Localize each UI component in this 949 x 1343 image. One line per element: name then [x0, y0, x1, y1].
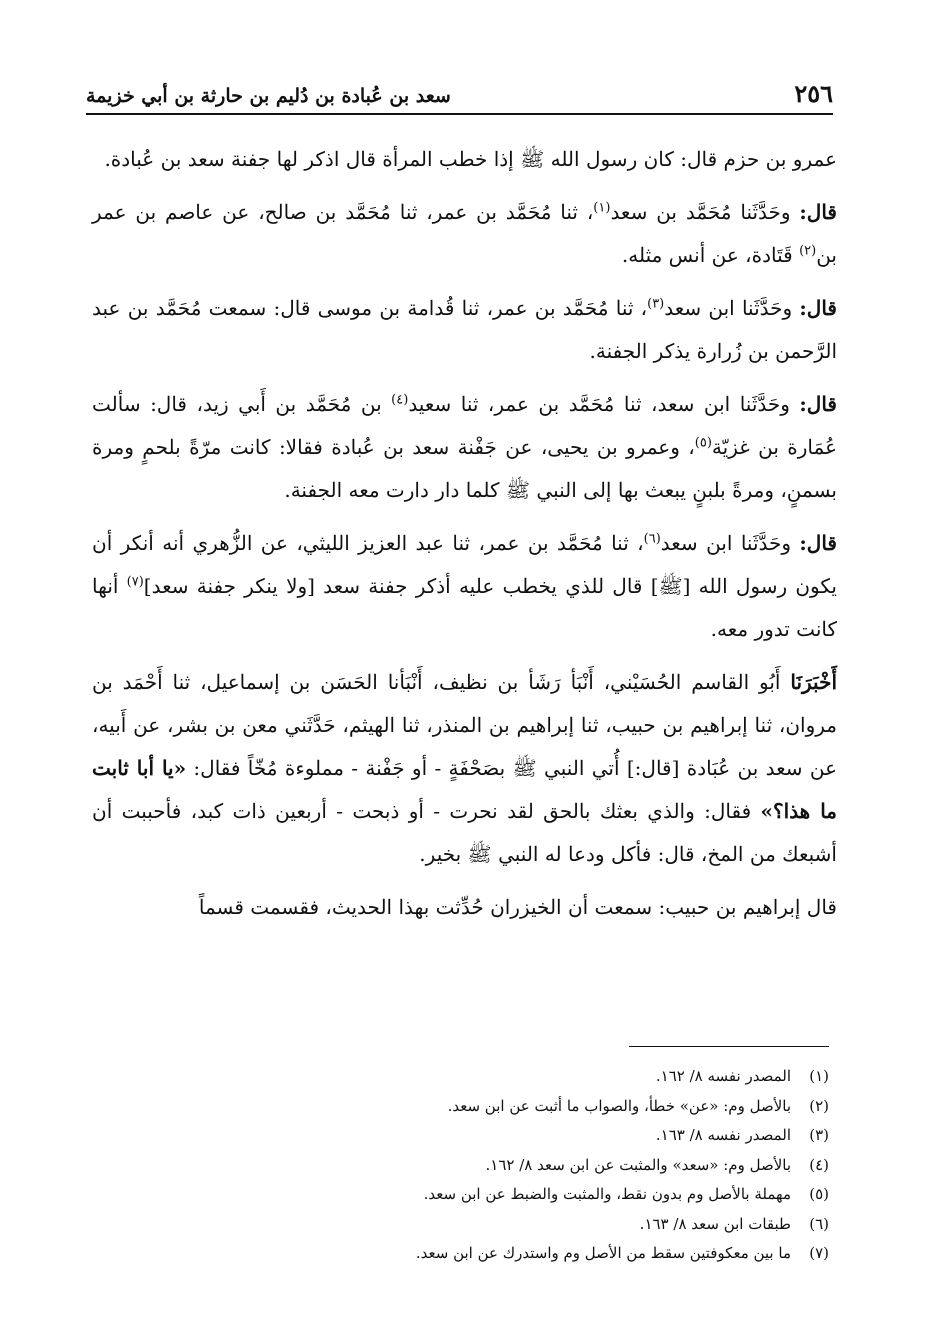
- paragraph-lead: قال:: [799, 296, 837, 320]
- running-title: سعد بن عُبادة بن دُليم بن حارثة بن أبي خزيمة: [86, 85, 451, 107]
- footnote-divider: [629, 1046, 829, 1047]
- paragraph-3: [92, 287, 837, 373]
- footnote-marker[interactable]: (٣): [647, 296, 665, 312]
- footnote-marker[interactable]: (٦): [643, 531, 661, 547]
- footnote-marker[interactable]: (٢): [799, 243, 817, 259]
- footnote-marker[interactable]: (٧): [126, 574, 144, 590]
- footnote-text: ما بين معكوفتين سقط من الأصل وم واستدرك عن ابن سعد.: [415, 1244, 791, 1262]
- footnote-marker[interactable]: (٤): [391, 392, 409, 408]
- footnote-item: [120, 1062, 829, 1092]
- main-text: [92, 138, 837, 939]
- footnote-item: [120, 1151, 829, 1181]
- footnote-number: (٢): [809, 1096, 829, 1115]
- footnote-text: بالأصل وم: «عن» خطأ، والصواب ما أثبت عن ابن سعد.: [447, 1096, 791, 1115]
- footnote-text: المصدر نفسه ٨/ ١٦٢.: [655, 1067, 791, 1085]
- paragraph-lead: قال:: [799, 200, 837, 224]
- paragraph-lead: قال:: [799, 531, 837, 555]
- page-number: ٢٥٦: [794, 79, 833, 108]
- paragraph-text: وحَدَّثَنا ابن سعد، ثنا مُحَمَّد بن عمر، ثنا سعيد: [408, 392, 800, 416]
- paragraph-4: [92, 383, 837, 512]
- quoted-hadith: «يا أبا ثابت ما هذا؟»: [92, 756, 837, 823]
- paragraph-text: وحَدَّثَنا ابن سعد: [660, 531, 800, 555]
- paragraph-text: ، ثنا مُحَمَّد بن عمر، ثنا عبد العزيز الليثي، عن الزُّهري أنه أنكر أن يكون رسول الله [ﷺ] قال للذي يخطب عليه أذكر جفنة سعد [ولا ينكر جفنة سعد]: [92, 531, 838, 598]
- footnote-number: (١): [809, 1067, 829, 1085]
- paragraph-lead: أَخْبَرَنَا: [790, 670, 837, 694]
- paragraph-text: قَتَادة، عن أنس مثله.: [621, 243, 800, 267]
- footnotes: [120, 1062, 829, 1269]
- paragraph-lead: قال:: [799, 392, 837, 416]
- paragraph-text: قال إبراهيم بن حبيب: سمعت أن الخيزران حُدِّثت بهذا الحديث، فقسمت قسماً: [198, 895, 837, 919]
- paragraph-text: أنها كانت تدور معه.: [92, 574, 837, 641]
- paragraph-1: [92, 138, 837, 181]
- footnote-number: (٤): [809, 1155, 829, 1174]
- paragraph-text: ، ثنا مُحَمَّد بن عمر، ثنا قُدامة بن موسى قال: سمعت مُحَمَّد بن عبد الرَّحمن بن زُرارة يذكر الجفنة.: [92, 296, 837, 363]
- paragraph-text: أَبُو القاسم الحُسَيْني، أَنْبَأ رَشَأ بن نظيف، أَنْبَأنا الحَسَن بن إسماعيل، ثنا أَحْمَد بن مروان، ثنا إبراهيم بن حبيب، ثنا إبراهيم بن المنذر، ثنا الهيثم، حَدَّثَني معن بن بشر، عن أَبيه، عن سعد بن عُبَادة [قال:] أُتي النبي ﷺ بصَحْفَةٍ - أو جَفْنة - مملوءة مُخّاً فقال:: [92, 670, 837, 780]
- paragraph-2: [92, 191, 837, 277]
- footnote-item: [120, 1121, 829, 1151]
- footnote-number: (٧): [809, 1244, 829, 1262]
- paragraph-6: [92, 661, 837, 876]
- paragraph-5: [92, 522, 837, 651]
- footnote-marker[interactable]: (١): [593, 200, 611, 216]
- paragraph-text: فقال: والذي بعثك بالحق لقد نحرت - أو ذبحت - أربعين ذات كبد، فأحببت أن أشبعك من المخ، قال: فأكل ودعا له النبي ﷺ بخير.: [92, 799, 837, 866]
- footnote-item: [120, 1092, 829, 1122]
- footnote-text: بالأصل وم: «سعد» والمثبت عن ابن سعد ٨/ ١٦٢.: [485, 1155, 791, 1174]
- footnote-text: المصدر نفسه ٨/ ١٦٣.: [655, 1126, 791, 1144]
- footnote-marker[interactable]: (٥): [694, 435, 712, 451]
- paragraph-text: عمرو بن حزم قال: كان رسول الله ﷺ إذا خطب المرأة قال اذكر لها جفنة سعد بن عُبادة.: [104, 147, 837, 171]
- footnote-number: (٦): [809, 1214, 829, 1233]
- footnote-item: [120, 1210, 829, 1240]
- footnote-item: [120, 1239, 829, 1269]
- page-header: [86, 70, 833, 112]
- footnote-text: طبقات ابن سعد ٨/ ١٦٣.: [639, 1214, 791, 1233]
- footnote-item: [120, 1180, 829, 1210]
- paragraph-text: وحَدَّثَنا مُحَمَّد بن سعد: [610, 200, 800, 224]
- footnote-number: (٥): [809, 1185, 829, 1203]
- header-divider: [86, 113, 833, 115]
- paragraph-text: ، وعمرو بن يحيى، عن جَفْنة سعد بن عُبادة فقالا: كانت مرّةً بلحمٍ ومرة بسمنٍ، ومرةً بلبنٍ يبعث بها إلى النبي ﷺ كلما دار دارت معه الجفنة.: [92, 435, 837, 502]
- paragraph-text: ، ثنا مُحَمَّد بن عمر، ثنا مُحَمَّد بن صالح، عن عاصم بن عمر بن: [92, 200, 837, 267]
- paragraph-text: وحَدَّثَنا ابن سعد: [664, 296, 800, 320]
- paragraph-7: [92, 886, 837, 929]
- footnote-number: (٣): [809, 1126, 829, 1144]
- paragraph-text: بن مُحَمَّد بن أَبي زيد، قال: سألت عُمَارة بن غزيّة: [92, 392, 838, 459]
- footnote-text: مهملة بالأصل وم بدون نقط، والمثبت والضبط عن ابن سعد.: [423, 1185, 791, 1203]
